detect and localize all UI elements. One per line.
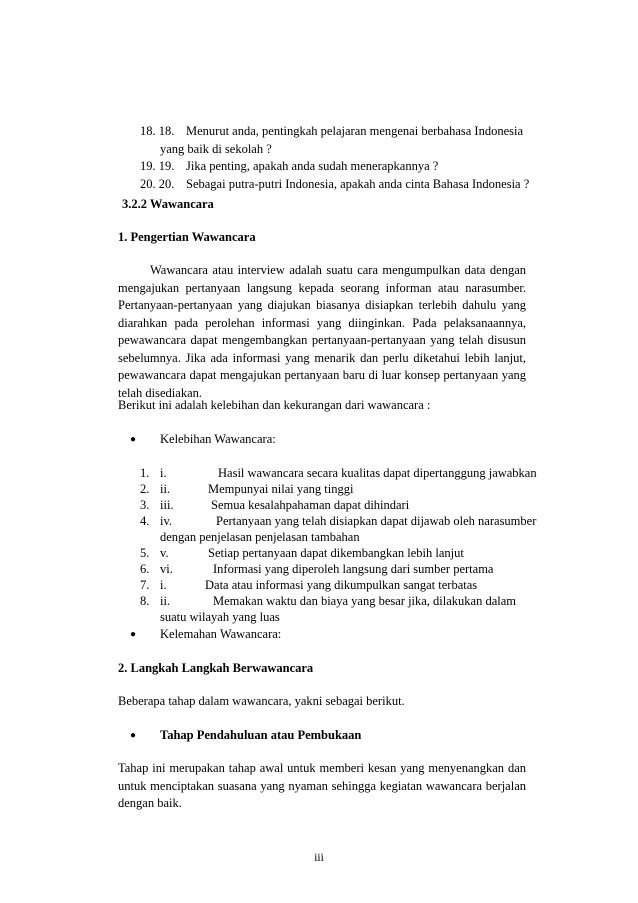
question-text: Jika penting, apakah anda sudah menerapkannya ? (186, 159, 439, 173)
item-text: dengan penjelasan penjelasan tambahan (160, 530, 360, 544)
item-roman: vi. (160, 562, 173, 576)
item-roman: iv. (160, 514, 173, 528)
page-number: iii (314, 852, 324, 864)
list-item (118, 545, 526, 561)
item-roman: i. (160, 578, 167, 592)
list-item (118, 593, 526, 609)
bullet-item (118, 431, 526, 449)
paragraph-line: dengan baik. (118, 796, 182, 810)
bullet-item (118, 727, 526, 745)
bullet-icon: ● (130, 434, 137, 445)
paragraph-line: pewawancara dapat mengembangkan pertanyaan-pertanyaan yang telah disusun (118, 333, 526, 347)
bullet-label: Tahap Pendahuluan atau Pembukaan (160, 728, 362, 742)
list-item (118, 465, 537, 481)
bullet-label: Kelemahan Wawancara: (160, 627, 282, 641)
paragraph: Beberapa tahap dalam wawancara, yakni sebagai berikut. (118, 694, 405, 708)
list-item (118, 497, 526, 513)
list-item (118, 561, 526, 577)
paragraph-line: sebelumnya. Jika ada informasi yang menarik dan perlu diketahui lebih lanjut, (118, 350, 526, 365)
paragraph-line: untuk menciptakan suasana yang nyaman sehingga kegiatan wawancara berjalan (118, 778, 526, 793)
question-number: 18. 18. (140, 124, 175, 138)
item-roman: v. (160, 546, 169, 560)
list-item (118, 123, 526, 141)
question-text: Sebagai putra-putri Indonesia, apakah anda cinta Bahasa Indonesia ? (186, 176, 530, 191)
item-text: Hasil wawancara secara kualitas dapat dipertanggung jawabkan (218, 466, 537, 480)
item-number: 4. (140, 514, 150, 528)
item-text: Memakan waktu dan biaya yang besar jika, dilakukan dalam (213, 594, 517, 608)
list-item-continuation (118, 609, 526, 625)
item-number: 8. (140, 594, 150, 608)
paragraph-line: telah disediakan. (118, 385, 202, 400)
list-item-continuation (118, 141, 526, 159)
item-number: 6. (140, 562, 150, 576)
question-text: Menurut anda, pentingkah pelajaran mengenai berbahasa Indonesia (186, 124, 524, 138)
paragraph-line: Wawancara atau interview adalah suatu cara mengumpulkan data dengan (150, 263, 526, 277)
list-item (118, 513, 537, 529)
question-text: yang baik di sekolah ? (160, 141, 272, 156)
item-roman: i. (160, 466, 167, 480)
item-text: Informasi yang diperoleh langsung dari sumber pertama (213, 562, 494, 576)
bullet-icon: ● (130, 730, 137, 741)
paragraph (118, 262, 526, 402)
item-roman: ii. (160, 482, 171, 496)
paragraph-line: Tahap ini merupakan tahap awal untuk memberi kesan yang menyenangkan dan (118, 761, 526, 775)
item-number: 3. (140, 498, 150, 512)
paragraph (118, 760, 526, 813)
item-number: 5. (140, 546, 150, 560)
paragraph-line: Pertanyaan-pertanyaan yang diajukan biasanya disiapkan terlebih dahulu yang (118, 298, 526, 312)
paragraph-line: mengajukan pertanyaan langsung kepada seorang informan atau narasumber. (118, 280, 526, 295)
section-heading: 3.2.2 Wawancara (122, 197, 214, 211)
item-text: Semua kesalahpahaman dapat dihindari (211, 498, 410, 512)
question-number: 20. 20. (140, 176, 175, 191)
item-text: Mempunyai nilai yang tinggi (208, 482, 354, 496)
list-item (118, 158, 526, 176)
list-item (118, 176, 530, 194)
item-number: 2. (140, 482, 150, 496)
paragraph-line: pewawancara dapat mengajukan pertanyaan baru di luar konsep pertanyaan yang (118, 368, 526, 382)
list-item (118, 481, 526, 497)
item-number: 1. (140, 466, 150, 480)
list-item-continuation (118, 529, 526, 545)
paragraph: Berikut ini adalah kelebihan dan kekurangan dari wawancara : (118, 398, 431, 412)
subsection-heading: 1. Pengertian Wawancara (118, 230, 256, 244)
item-text: Pertanyaan yang telah disiapkan dapat dijawab oleh narasumber (216, 514, 537, 528)
question-number: 19. 19. (140, 159, 175, 173)
advantages-list (118, 465, 537, 625)
item-number: 7. (140, 578, 150, 592)
question-list (118, 123, 530, 193)
list-item (118, 577, 526, 593)
bullet-label: Kelebihan Wawancara: (160, 432, 276, 446)
item-roman: iii. (160, 498, 174, 512)
subsection-heading: 2. Langkah Langkah Berwawancara (118, 661, 314, 675)
item-roman: ii. (160, 594, 171, 608)
item-text: Data atau informasi yang dikumpulkan sangat terbatas (205, 578, 478, 592)
bullet-icon: ● (130, 629, 137, 640)
item-text: suatu wilayah yang luas (160, 610, 280, 624)
bullet-item (118, 626, 526, 644)
item-text: Setiap pertanyaan dapat dikembangkan lebih lanjut (208, 546, 464, 560)
paragraph-line: diarahkan pada perolehan informasi yang diinginkan. Pada pelaksanaannya, (118, 315, 526, 330)
